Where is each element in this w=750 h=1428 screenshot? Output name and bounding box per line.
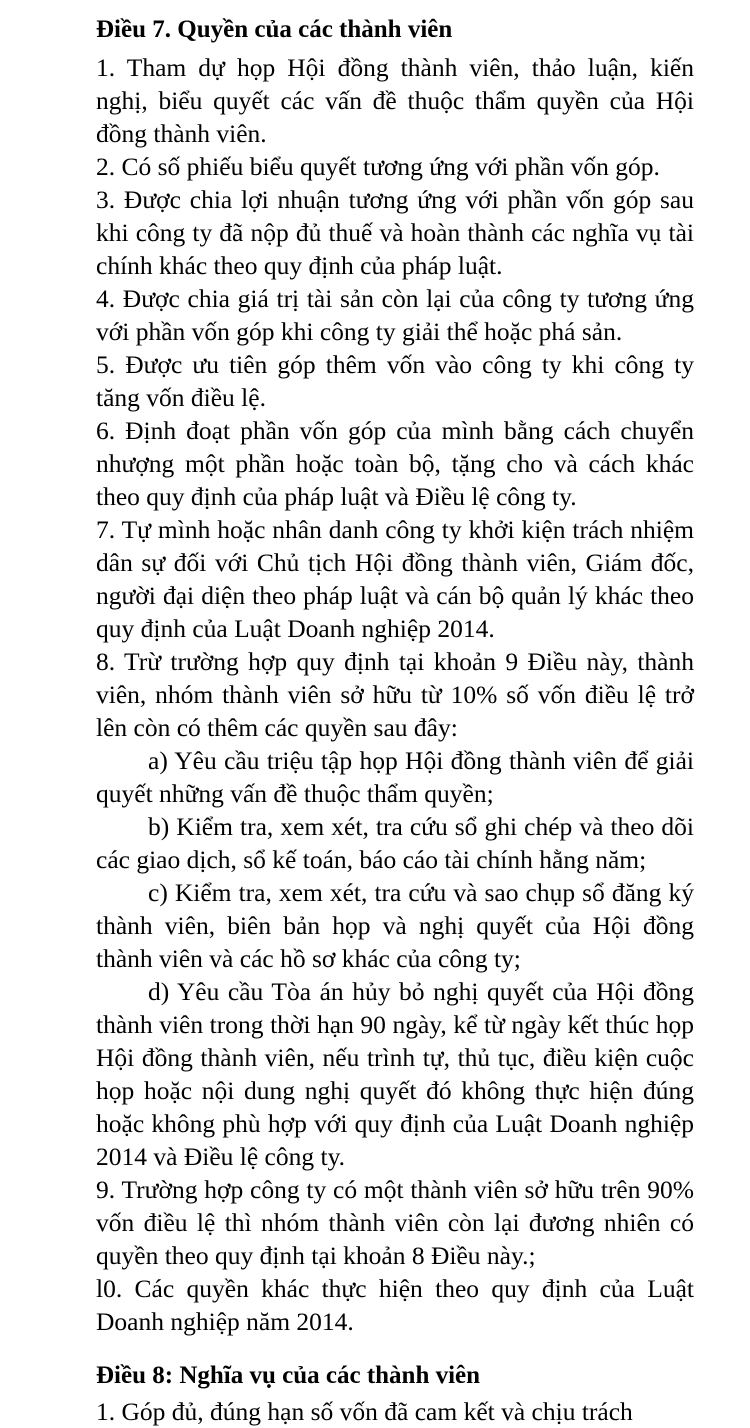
paragraph: 5. Được ưu tiên góp thêm vốn vào công ty khi công ty tăng vốn điều lệ. xyxy=(96,349,694,412)
paragraph: 1. Tham dự họp Hội đồng thành viên, thảo luận, kiến nghị, biểu quyết các vấn đề thuộc thẩm quyền của Hội đồng thành viên. xyxy=(96,52,694,148)
paragraph: 3. Được chia lợi nhuận tương ứng với phần vốn góp sau khi công ty đã nộp đủ thuế và hoàn thành các nghĩa vụ tài chính khác theo quy định của pháp luật. xyxy=(96,184,694,280)
paragraph: 8. Trừ trường hợp quy định tại khoản 9 Điều này, thành viên, nhóm thành viên sở hữu từ 10% số vốn điều lệ trở lên còn có thêm các quyền sau đây: xyxy=(96,646,694,742)
paragraph: 7. Tự mình hoặc nhân danh công ty khởi kiện trách nhiệm dân sự đối với Chủ tịch Hội đồng thành viên, Giám đốc, người đại diện theo pháp luật và cán bộ quản lý khác theo quy định của Luật Doanh nghiệp 2014. xyxy=(96,514,694,643)
paragraph: 2. Có số phiếu biểu quyết tương ứng với phần vốn góp. xyxy=(96,151,660,181)
paragraph: 9. Trường hợp công ty có một thành viên sở hữu trên 90% vốn điều lệ thì nhóm thành viên còn lại đương nhiên có quyền theo quy định tại khoản 8 Điều này.; xyxy=(96,1175,694,1271)
sub-item: a) Yêu cầu triệu tập họp Hội đồng thành viên để giải quyết những vấn đề thuộc thẩm quyền; xyxy=(96,745,694,808)
paragraph: 6. Định đoạt phần vốn góp của mình bằng cách chuyển nhượng một phần hoặc toàn bộ, tặng cho và cách khác theo quy định của pháp luật và Điều lệ công ty. xyxy=(96,415,694,511)
paragraph: 4. Được chia giá trị tài sản còn lại của công ty tương ứng với phần vốn góp khi công ty giải thể hoặc phá sản. xyxy=(96,283,694,346)
section-7-heading: Điều 7. Quyền của các thành viên xyxy=(96,16,453,43)
paragraph: l0. Các quyền khác thực hiện theo quy định của Luật Doanh nghiệp năm 2014. xyxy=(96,1274,694,1337)
sub-item: d) Yêu cầu Tòa án hủy bỏ nghị quyết của Hội đồng thành viên trong thời hạn 90 ngày, kể từ ngày kết thúc họp Hội đồng thành viên, nếu trình tự, thủ tục, điều kiện cuộc họp hoặc nội dung nghị quyết đó không thực hiện đúng hoặc không phù hợp với quy định của Luật Doanh nghiệp 2014 và Điều lệ công ty. xyxy=(96,976,694,1172)
sub-item: b) Kiểm tra, xem xét, tra cứu sổ ghi chép và theo dõi các giao dịch, sổ kế toán, báo cáo tài chính hằng năm; xyxy=(96,811,694,874)
section-8-heading: Điều 8: Nghĩa vụ của các thành viên xyxy=(96,1362,481,1390)
sub-item: c) Kiểm tra, xem xét, tra cứu và sao chụp sổ đăng ký thành viên, biên bản họp và nghị quyết của Hội đồng thành viên và các hồ sơ khác của công ty; xyxy=(96,877,694,973)
paragraph: 1. Góp đủ, đúng hạn số vốn đã cam kết và chịu trách xyxy=(96,1396,633,1426)
